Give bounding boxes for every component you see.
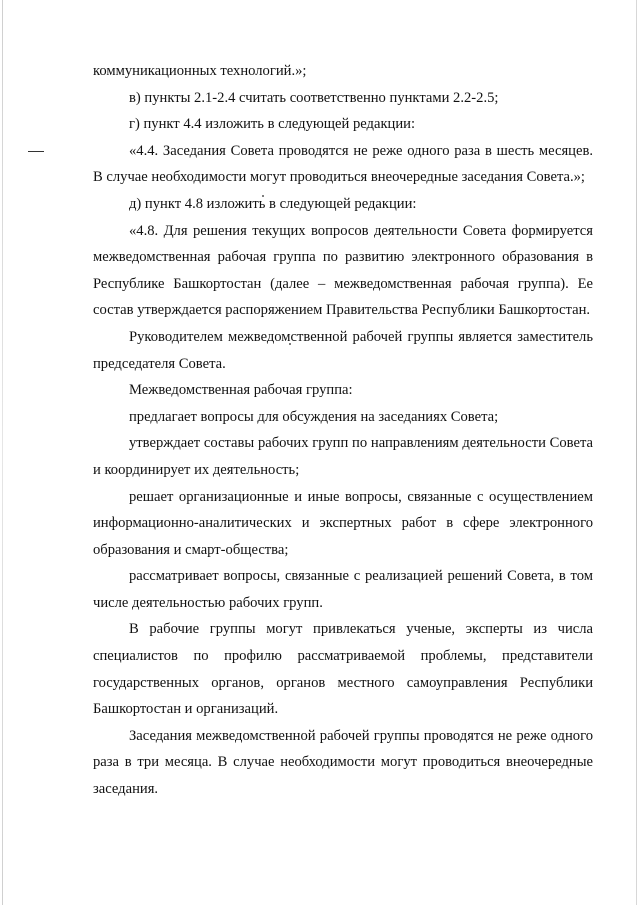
scan-right-edge — [636, 0, 637, 905]
paragraph: в) пункты 2.1-2.4 считать соответственно пунктами 2.2-2.5; — [129, 89, 499, 106]
paragraph: решает организационные и иные вопросы, связанные с осуществлением информационно-аналитических и экспертных работ в сфере электронного образования и смарт-общества; — [93, 488, 593, 558]
paragraph: коммуникационных технологий.»; — [93, 63, 307, 79]
paragraph: Руководителем межведомственной рабочей группы является заместитель председателя Совета. — [93, 328, 593, 372]
document-body — [93, 58, 593, 803]
paragraph: д) пункт 4.8 изложить в следующей редакции: — [129, 195, 417, 212]
scan-left-edge — [2, 0, 3, 905]
paragraph: г) пункт 4.4 изложить в следующей редакции: — [129, 116, 416, 133]
paragraph: рассматривает вопросы, связанные с реализацией решений Совета, в том числе деятельностью рабочих групп. — [93, 568, 593, 611]
paragraph: Заседания межведомственной рабочей группы проводятся не реже одного раза в три месяца. В случае необходимости могут проводиться внеочередные заседания. — [93, 727, 593, 798]
paragraph: утверждает составы рабочих групп по направлениям деятельности Совета и координирует их деятельность; — [93, 435, 593, 478]
paragraph: «4.8. Для решения текущих вопросов деятельности Совета формируется межведомственная рабочая группа по развитию электронного образования в Республике Башкортостан (далее – межведомственная рабочая группа). Ее состав утверждается распоряжением Правительства Республики Башкортостан. — [93, 222, 593, 319]
paragraph: предлагает вопросы для обсуждения на заседаниях Совета; — [129, 408, 499, 425]
margin-mark — [28, 151, 44, 152]
paragraph: «4.4. Заседания Совета проводятся не реже одного раза в шесть месяцев. В случае необходимости могут проводиться внеочередные заседания Совета.»; — [93, 142, 593, 186]
paragraph: Межведомственная рабочая группа: — [129, 382, 353, 399]
paragraph: В рабочие группы могут привлекаться ученые, эксперты из числа специалистов по профилю рассматриваемой проблемы, представители государственных органов, органов местного самоуправления Республики Башкортостан и организаций. — [93, 621, 593, 718]
